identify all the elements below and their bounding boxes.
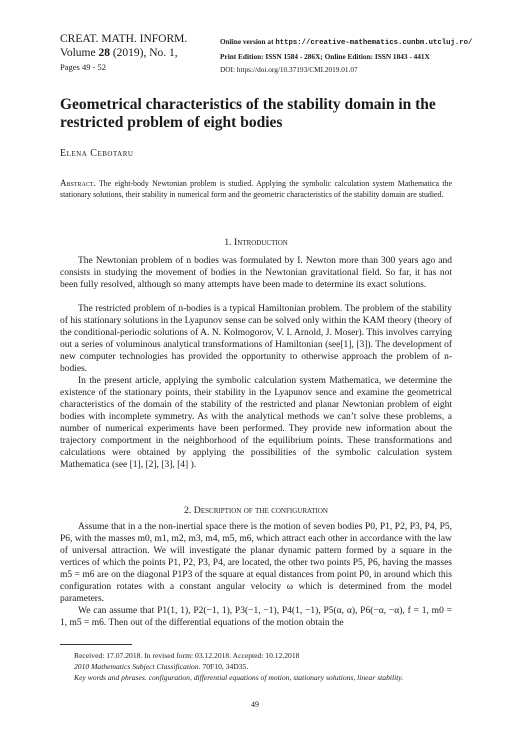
journal-info xyxy=(60,32,187,74)
paper-title: Geometrical characteristics of the stability domain in the restricted problem of eight bodies xyxy=(60,96,436,131)
online-info xyxy=(220,35,472,76)
section-heading-introduction: 1. Introduction xyxy=(224,237,288,248)
intro-paragraph-2: The restricted problem of n-bodies is a typical Hamiltonian problem. The problem of the stability of his stationary solutions in the Lyapunov sense can be solved only within the KAM theory (theory of the conditional-periodic solutions of A. N. Kolmogorov, V. I. Arnold, J. Moser). This involves carrying out a series of voluminous analytical transformations of Hamiltonian (see[1], [3]). The development of new computer technologies has provided the opportunity to otherwise approach the problem of n-bodies. xyxy=(60,304,452,374)
intro-paragraph-1: The Newtonian problem of n bodies was formulated by I. Newton more than 300 years ago and consists in studying the movement of bodies in the Newtonian gravitational field. So far, it has not been fully resolved, although so many attempts have been made to determine its exact solutions. xyxy=(60,256,452,290)
abstract-label: Abstract. xyxy=(60,178,96,188)
abstract xyxy=(60,178,452,200)
doi-link[interactable]: DOI: https://doi.org/10.37193/CMI.2019.01.07 xyxy=(220,65,358,74)
keywords: Key words and phrases. configuration, differential equations of motion, stationary solutions, linear stability. xyxy=(74,673,404,682)
author-name: Elena Cebotaru xyxy=(60,148,134,159)
online-version-line: Online version at https://creative-mathematics.cunbm.utcluj.ro/ xyxy=(220,37,473,47)
journal-url-link[interactable]: https://creative-mathematics.cunbm.utcluj.ro/ xyxy=(275,39,473,47)
intro-paragraph-3: In the present article, applying the symbolic calculation system Mathematica, we determine the existence of the stationary points, their stability in the Lyapunov sence and examine the geometrical characteristics of the domain of the stability of the restricted and planar Newtonian problem of eight bodies with incomplete symmetry. As with the analytical methods we can’t solve these problems, a number of numerical experiments have been performed. They provide new information about the trajectory comportment in the neighborhood of the equilibrium points. These transformations and calculations were obtained by applying the possibilities of the symbolic calculation system Mathematica (see [1], [2], [3], [4] ). xyxy=(60,376,452,470)
issn-line: Print Edition: ISSN 1584 - 286X; Online Edition: ISSN 1843 - 441X xyxy=(220,52,430,61)
config-paragraph-2: We can assume that P1(1, 1), P2(−1, 1), P3(−1, −1), P4(1, −1), P5(α, α), P6(−α, −α), f = 1, m0 = 1, m5 = m6. Then out of the differential equations of the motion obtain the xyxy=(60,606,452,628)
section-heading-configuration: 2. Description of the configuration xyxy=(183,505,328,516)
received-dates: Received: 17.07.2018. In revised form: 03.12.2018. Accepted: 10.12.2018 xyxy=(74,651,300,660)
abstract-text: The eight-body Newtonian problem is studied. Applying the symbolic calculation system Mathematica the stationary solutions, their stability in numerical form and the geometric characteristics of the stability domain are studied. xyxy=(60,179,452,199)
config-paragraph-1: Assume that in a the non-inertial space there is the motion of seven bodies P0, P1, P2, P3, P4, P5, P6, with the masses m0, m1, m2, m3, m4, m5, m6, which attract each other in accordance with the law of universal attraction. We will investigate the planar dynamic pattern formed by a square in the vertices of which the points P1, P2, P3, P4, are located, the other two points P5, P6, having the masses m5 = m6 are on the diagonal P1P3 of the square at equal distances from point P0, in around which this configuration rotates with a constant angular velocity ω which is determined from the model parameters. xyxy=(60,522,452,604)
page-number: 49 xyxy=(251,700,259,709)
journal-pages: Pages 49 - 52 xyxy=(60,62,107,72)
journal-name: CREAT. MATH. INFORM. xyxy=(60,33,188,45)
journal-volume: Volume 28 (2019), No. 1, xyxy=(60,47,178,59)
footnote-rule xyxy=(60,644,132,645)
msc-classification: 2010 Mathematics Subject Classification. 70F10, 34D35. xyxy=(74,662,249,671)
